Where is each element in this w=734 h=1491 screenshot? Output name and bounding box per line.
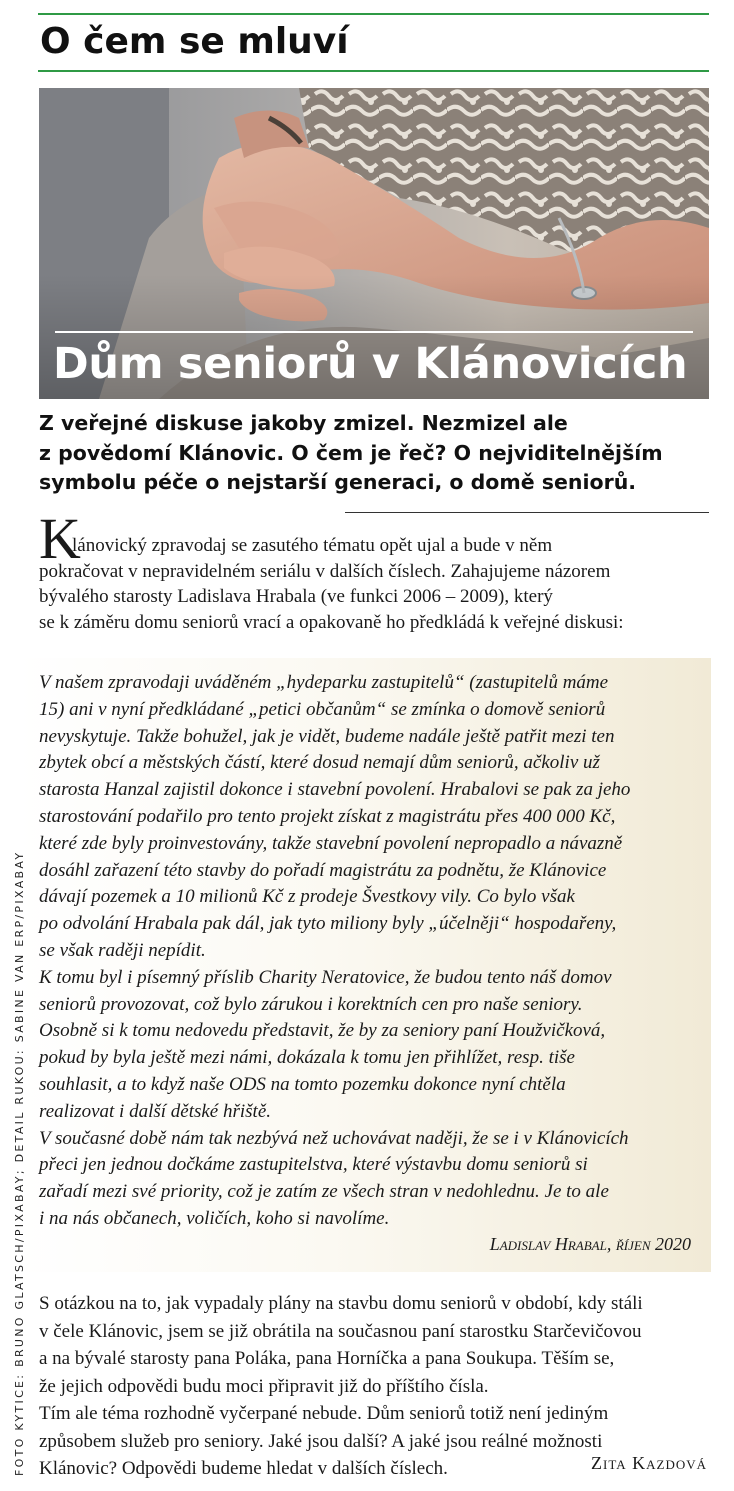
intro-line: lánovický zpravodaj se zasutého tématu opět ujal a bude v něm <box>72 535 553 556</box>
article-lede <box>39 409 729 498</box>
quote-line: Osobně si k tomu nedovedu představit, že by za seniory paní Houžvičková, <box>39 1020 606 1042</box>
headline-rule <box>55 331 693 333</box>
intro-line: pokračovat v nepravidelném seriálu v dalších číslech. Zahajujeme názorem <box>39 560 611 582</box>
quote-line: starosta Hanzal zajistil dokonce i stavební povolení. Hrabalovi se pak za jeho <box>39 779 631 801</box>
section-title: O čem se mluví <box>40 21 349 62</box>
quote-line: V našem zpravodaji uváděném „hydeparku zastupitelů“ (zastupitelů máme <box>39 672 609 693</box>
quote-box <box>18 658 711 1272</box>
quote-line: V současné době nám tak nezbývá než uchovávat naději, že se i v Klánovicích <box>39 1127 629 1149</box>
quote-line: zbytek obcí a městských částí, které dosud nemají dům seniorů, ačkoliv už <box>39 752 600 774</box>
quoted-opinion <box>39 670 709 1233</box>
quote-line: 15) ani v nyní předkládané „petici občanům“ se zmínka o domově seniorů <box>39 698 606 720</box>
intro-line: bývalého starosty Ladislava Hrabala (ve funkci 2006 – 2009), který <box>39 586 553 607</box>
photo-credit: FOTO KYTICE: BRUNO GLATSCH/PIXABAY; DETAIL RUKOU: SABINE VAN ERP/PIXABAY <box>13 850 26 1476</box>
section-bottom-rule <box>38 70 709 72</box>
quote-line: starostování podařilo pro tento projekt získat z magistrátu přes 400 000 Kč, <box>39 805 616 827</box>
article-photo <box>39 88 709 399</box>
quote-line: které zde byly proinvestovány, takže stavební povolení nepropadlo a návazně <box>39 832 623 854</box>
body-line: Tím ale téma rozhodně vyčerpané nebude. Dům seniorů totiž není jediným <box>39 1403 609 1424</box>
drop-cap: K <box>39 506 81 571</box>
intro-paragraph <box>39 506 719 635</box>
lede-line: z povědomí Klánovic. O čem je řeč? O nejviditelnějším <box>39 440 663 465</box>
quote-line: po odvolání Hrabala pak dál, jak tyto miliony byly „účelněji“ hospodařeny, <box>39 913 617 935</box>
body-line: Klánovic? Odpovědi budeme hledat v dalších číslech. <box>39 1458 448 1479</box>
quote-line: nevyskytuje. Takže bohužel, jak je vidět, budeme nadále ještě patřit mezi ten <box>39 725 615 747</box>
lede-line: Z veřejné diskuse jakoby zmizel. Nezmizel ale <box>39 411 568 435</box>
lede-line: symbolu péče o nejstarší generaci, o domě seniorů. <box>39 470 637 494</box>
body-line: způsobem služeb pro seniory. Jaké jsou další? A jaké jsou reálné možnosti <box>39 1430 603 1452</box>
quote-line: dávají pozemek a 10 milionů Kč z prodeje Švestkovy vily. Co bylo však <box>39 886 575 908</box>
quote-line: pokud by byla ještě mezi námi, dokázala k tomu jen přihlížet, resp. tiše <box>39 1047 575 1069</box>
article-headline: Dům seniorů v Klánovicích <box>53 339 688 389</box>
body-line: S otázkou na to, jak vypadaly plány na stavbu domu seniorů v období, kdy stáli <box>39 1293 643 1314</box>
intro-line: se k záměru domu seniorů vrací a opakovaně ho předkládá k veřejné diskusi: <box>39 611 624 633</box>
author-byline: Zita Kazdová <box>591 1453 707 1473</box>
quote-line: dosáhl zařazení této stavby do pořadí magistrátu za podnětu, že Klánovice <box>39 859 607 881</box>
body-line: v čele Klánovic, jsem se již obrátila na současnou paní starostku Starčevičovou <box>39 1320 642 1342</box>
quote-line: souhlasit, a to když naše ODS na tomto pozemku dokonce nyní chtěla <box>39 1073 566 1095</box>
quote-line: realizovat i další dětské hřiště. <box>39 1100 272 1122</box>
quote-line: se však raději nepídit. <box>39 939 206 961</box>
quote-line: zařadí mezi své priority, což je zatím ze všech stran v nedohlednu. Je to ale <box>39 1181 609 1203</box>
body-line: a na bývalé starosty pana Poláka, pana Horníčka a pana Soukupa. Těším se, <box>39 1348 615 1369</box>
section-top-rule <box>38 13 709 15</box>
quote-line: i na nás občanech, voličích, koho si navolíme. <box>39 1207 390 1229</box>
quote-line: K tomu byl i písemný příslib Charity Neratovice, že budou tento náš domov <box>39 966 612 988</box>
quote-line: seniorů provozovat, což bylo zárukou i korektních cen pro naše seniory. <box>39 993 583 1015</box>
body-line: že jejich odpovědi budu moci připravit již do příštího čísla. <box>39 1375 489 1397</box>
quote-line: přeci jen jednou dočkáme zastupitelstva, které výstavbu domu seniorů si <box>39 1154 588 1176</box>
quote-signature: Ladislav Hrabal, říjen 2020 <box>489 1234 691 1254</box>
